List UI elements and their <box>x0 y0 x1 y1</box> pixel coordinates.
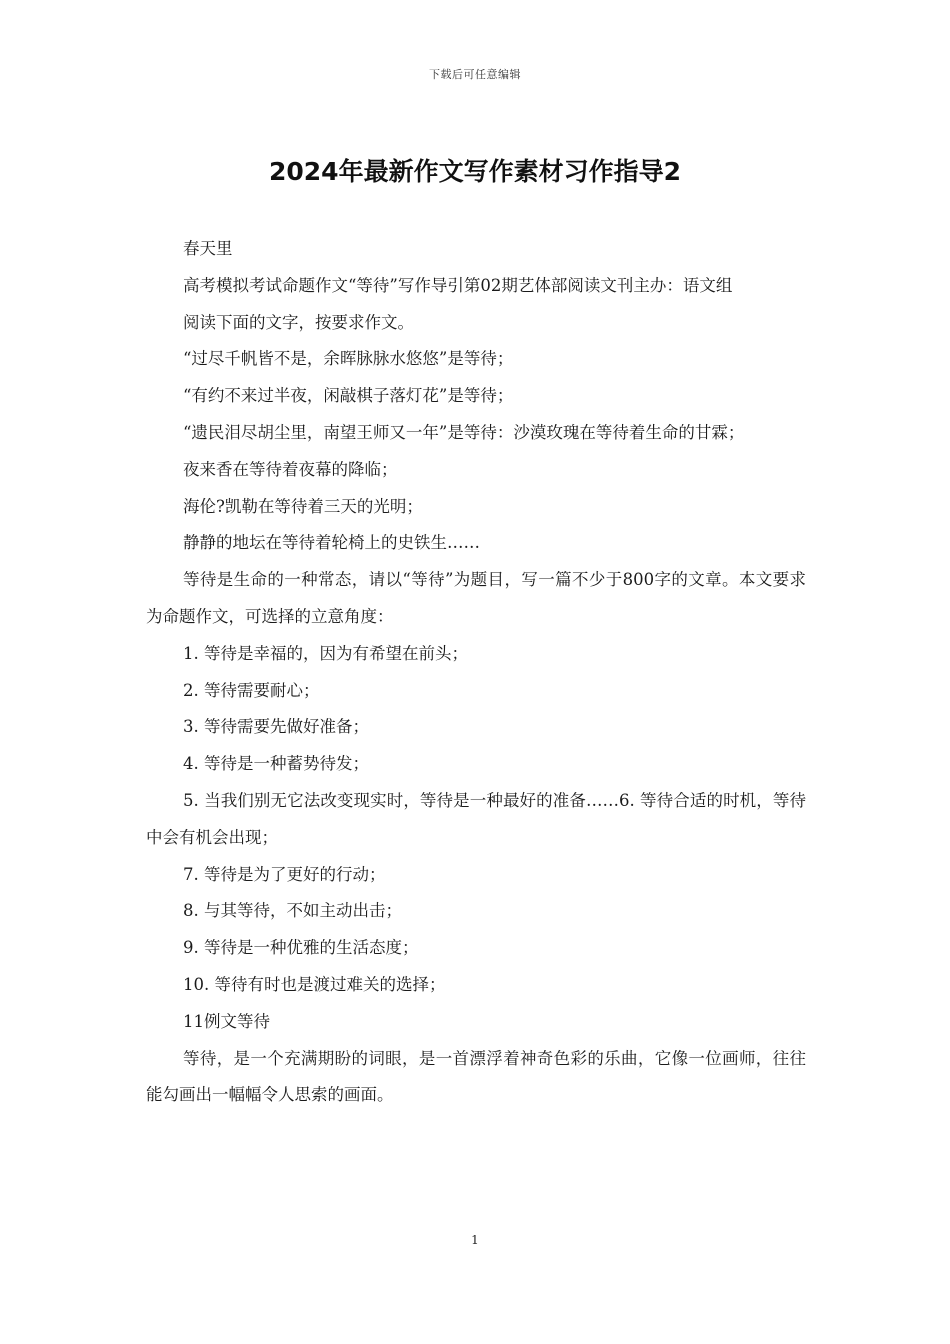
paragraph-instruction: 阅读下面的文字，按要求作文。 <box>183 312 414 332</box>
paragraph-intro-heading: 春天里 <box>183 239 233 258</box>
document-body <box>146 231 806 1114</box>
document-title: 2024年最新作文写作素材习作指导2 <box>269 157 681 186</box>
list-item-angle-1: 1. 等待是幸福的，因为有希望在前头； <box>183 643 468 663</box>
paragraph-sample-opening: 等待，是一个充满期盼的词眼，是一首漂浮着神奇色彩的乐曲，它像一位画师，往往能勾画出一幅幅令人思索的画面。 <box>146 1048 806 1105</box>
header-note: 下载后可任意编辑 <box>429 68 521 81</box>
paragraph-example-1: 夜来香在等待着夜幕的降临； <box>183 459 398 479</box>
page-number: 1 <box>471 1233 479 1247</box>
list-item-angle-8: 8. 与其等待，不如主动出击； <box>183 901 402 921</box>
list-item-angle-3: 3. 等待需要先做好准备； <box>183 717 369 737</box>
paragraph-quote-3: “遗民泪尽胡尘里，南望王师又一年”是等待：沙漠玫瑰在等待着生命的甘霖； <box>183 422 745 442</box>
paragraph-quote-1: “过尽千帆皆不是，余晖脉脉水悠悠”是等待； <box>183 349 514 369</box>
paragraph-example-3: 静静的地坛在等待着轮椅上的史铁生…… <box>183 533 480 553</box>
list-item-angle-2: 2. 等待需要耐心； <box>183 680 320 700</box>
paragraph-task: 等待是生命的一种常态，请以“等待”为题目，写一篇不少于800字的文章。本文要求为命题作文，可选择的立意角度： <box>146 570 806 626</box>
list-item-angle-5-6: 5. 当我们别无它法改变现实时，等待是一种最好的准备……6. 等待合适的时机，等待中会有机会出现； <box>146 790 806 847</box>
paragraph-example-2: 海伦?凯勒在等待着三天的光明； <box>183 496 423 516</box>
list-item-angle-10: 10. 等待有时也是渡过难关的选择； <box>183 974 446 994</box>
paragraph-quote-2: “有约不来过半夜，闲敲棋子落灯花”是等待； <box>183 386 514 406</box>
list-item-angle-9: 9. 等待是一种优雅的生活态度； <box>183 938 419 958</box>
list-item-angle-4: 4. 等待是一种蓄势待发； <box>183 754 369 774</box>
paragraph-guide-source: 高考模拟考试命题作文“等待”写作导引第02期艺体部阅读文刊主办：语文组 <box>183 275 733 295</box>
paragraph-sample-heading: 11例文等待 <box>183 1011 270 1031</box>
list-item-angle-7: 7. 等待是为了更好的行动； <box>183 864 386 884</box>
